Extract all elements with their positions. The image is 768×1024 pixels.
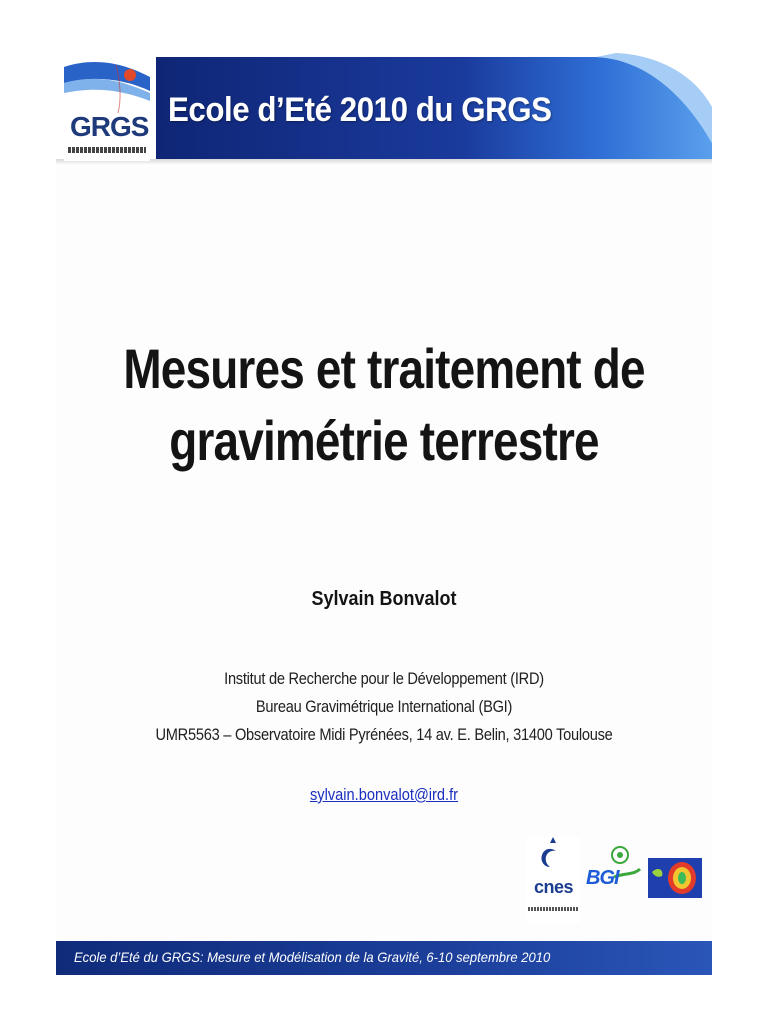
cnes-logo: [526, 837, 580, 923]
footer-text: Ecole d’Eté du GRGS: Mesure et Modélisation de la Gravité, 6-10 septembre 2010: [74, 949, 551, 965]
grgs-swoosh-icon: [64, 57, 150, 117]
grgs-logo: [64, 57, 150, 161]
cnes-logo-text: cnes: [534, 877, 574, 897]
banner-title: Ecole d’Eté 2010 du GRGS: [168, 91, 552, 129]
author-name: Sylvain Bonvalot: [311, 588, 457, 610]
affiliation-line-3: UMR5563 – Observatoire Midi Pyrénées, 14 av. E. Belin, 31400 Toulouse: [155, 725, 613, 744]
title-line-2: gravimétrie terrestre: [169, 409, 599, 472]
author-email-link[interactable]: sylvain.bonvalot@ird.fr: [309, 785, 459, 804]
geoid-globe-icon: [648, 858, 702, 898]
footer-bar: [56, 941, 712, 975]
cnes-logo-subtitle: [528, 907, 578, 911]
header-banner: [56, 47, 712, 165]
affiliation-line-2: Bureau Gravimétrique International (BGI): [255, 697, 513, 716]
affiliation: [102, 665, 666, 749]
geoid-logo: [648, 858, 702, 898]
grgs-logo-subtitle: [68, 147, 146, 153]
cnes-mark-icon: [526, 837, 580, 877]
slide: [56, 47, 712, 975]
grgs-logo-text: GRGS: [70, 111, 149, 142]
slide-title: [115, 333, 653, 477]
title-line-1: Mesures et traitement de: [123, 337, 645, 400]
bgi-logo: [584, 843, 642, 903]
bgi-logo-text: BGI: [586, 867, 619, 889]
affiliation-line-1: Institut de Recherche pour le Développement (IRD): [224, 669, 544, 688]
